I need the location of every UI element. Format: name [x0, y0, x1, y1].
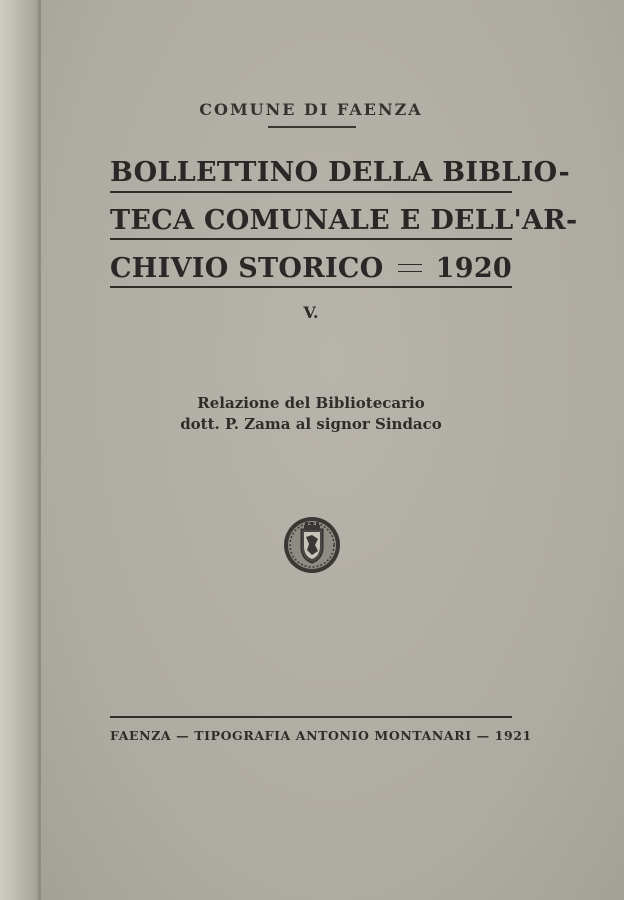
report-line-1: Relazione del Bibliotecario [197, 394, 425, 412]
imprint-rule [110, 716, 512, 718]
municipality-underline [268, 126, 356, 128]
title-dash-separator [398, 264, 422, 272]
coat-of-arms-seal-icon [282, 515, 342, 575]
title-year: 1920 [435, 252, 512, 284]
volume-number: V. [303, 303, 319, 322]
report-line-2: dott. P. Zama al signor Sindaco [180, 415, 442, 433]
front-cover [41, 0, 624, 900]
title-line-3-text: CHIVIO STORICO [110, 252, 384, 284]
title-rule-3 [110, 286, 512, 288]
title-line-1 [110, 152, 570, 192]
book-spine [0, 0, 40, 900]
municipality-heading: COMUNE DI FAENZA [199, 100, 423, 119]
report-subtitle [110, 393, 512, 435]
title-line-2-text: TECA COMUNALE E DELL'AR- [110, 204, 578, 236]
title-line-3 [110, 248, 512, 288]
title-rule-2 [110, 238, 512, 240]
publisher-imprint: FAENZA — TIPOGRAFIA ANTONIO MONTANARI — 1921 [110, 728, 532, 743]
title-rule-1 [110, 191, 512, 193]
title-line-1-text: BOLLETTINO DELLA BIBLIO- [110, 156, 570, 188]
title-line-2 [110, 200, 578, 240]
